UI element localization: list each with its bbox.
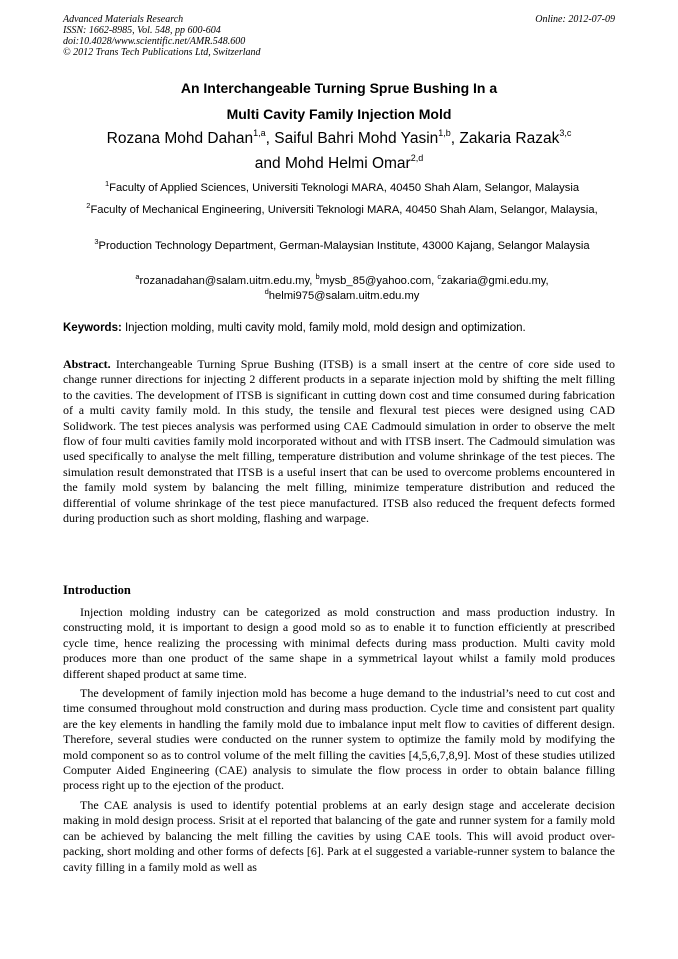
email-superscript: c (437, 272, 442, 281)
affiliation-superscript: 2 (86, 201, 91, 210)
doi-line: doi:10.4028/www.scientific.net/AMR.548.600 (63, 36, 246, 47)
abstract-text: Interchangeable Turning Sprue Bushing (ITSB) is a small insert at the centre of core side used to change runner directions for injecting 2 different products in a separate injection mold by shifting the melt filling to the cavities. The development of ITSB is significant in cutting down cost and time consumed during fabrication of a multi cavity family mold. In this study, the tensile and flexural test pieces were designed using CAD Solidwork. The test pieces analysis was performed using CAE Cadmould simulation in order to observe the melt flow of four multi cavities family mold incorporated without and with ITSB insert. The Cadmould simulation was used specifically to analyse the melt filling, temperature distribution and volume shrinkage of the test pieces. The simulation result demonstrated that ITSB is a useful insert that can be used to overcome problems encountered in the family mold system by balancing the melt filling, minimize temperature distribution and reduced the differential of volume shrinkage of the test piece manufactured. ITSB also reduced the frequent defects formed during production such as short molding, flashing and warpage. (63, 357, 615, 526)
affiliation-2 (66, 203, 618, 218)
authors-line-2 (40, 155, 638, 173)
author-name: and Mohd Helmi Omar (254, 155, 411, 172)
abstract (63, 357, 615, 526)
introduction-body (63, 605, 615, 875)
online-date: Online: 2012-07-09 (535, 14, 615, 25)
affiliation-superscript: 3 (94, 237, 99, 246)
email-d: helmi975@salam.uitm.edu.my (268, 290, 420, 302)
author-name: Rozana Mohd Dahan (106, 130, 254, 147)
copyright-line: © 2012 Trans Tech Publications Ltd, Switzerland (63, 47, 261, 58)
issn-line: ISSN: 1662-8985, Vol. 548, pp 600-604 (63, 25, 221, 36)
authors-line-1: Rozana Mohd Dahan$^{1,a}$, Saiful Bahri Mohd Yasin$^{1,b}$, Zakaria Razak$^{3,c}$ (106, 128, 572, 147)
keywords-text: Injection molding, multi cavity mold, family mold, mold design and optimization. (121, 322, 526, 334)
paragraph: Injection molding industry can be categorized as mold construction and mass production industry. In constructing mold, it is important to design a good mold so as to enable it to function efficiently at prescribed cycle time, hence realizing the processing with minimal defects during mass production. Multi cavity mold produces more than one product of the same shape in a symmetrical layout whilst a family mold produces different shaped product at same time. (63, 605, 615, 681)
paper-title-line-2: Multi Cavity Family Injection Mold (226, 106, 452, 122)
affiliation-text: Faculty of Mechanical Engineering, Universiti Teknologi MARA, 40450 Shah Alam, Selangor, Malaysia, (90, 204, 598, 216)
abstract-label: Abstract. (63, 357, 111, 371)
section-heading-introduction: Introduction (63, 583, 131, 597)
email-superscript: a (135, 272, 140, 281)
email-b: mysb_85@yahoo.com, (319, 275, 438, 287)
author-name: Zakaria Razak (459, 130, 560, 147)
email-a: rozanadahan@salam.uitm.edu.my, (139, 275, 316, 287)
author-name: Saiful Bahri Mohd Yasin (274, 130, 439, 147)
keywords-label: Keywords: (63, 322, 122, 334)
affiliation-text: Faculty of Applied Sciences, Universiti Teknologi MARA, 40450 Shah Alam, Selangor, Malaysia (109, 182, 580, 194)
paper-title-line-1: An Interchangeable Turning Sprue Bushing In a (180, 80, 498, 96)
author-superscript: 2,d (410, 153, 424, 163)
email-superscript: b (315, 272, 320, 281)
keywords (63, 322, 623, 334)
author-superscript: 1,b (438, 128, 451, 138)
paragraph: The CAE analysis is used to identify potential problems at an early design stage and accelerate decision making in mold design process. Srisit at el reported that balancing of the gate and runner system for a family mold can be achieved by balancing the melt filling the cavities by using CAE tools. This will avoid product over-packing, short molding and other forms of defects [6]. Park at el suggested a variable-runner system to balance the cavity filling in a family mold as well as (63, 797, 615, 874)
email-c: zakaria@gmi.edu.my, (441, 275, 549, 287)
affiliation-3 (66, 239, 618, 254)
email-superscript: d (264, 287, 269, 296)
author-superscript: 3,c (559, 128, 572, 138)
email-list (66, 274, 618, 304)
journal-header (63, 14, 615, 58)
affiliation-1 (66, 181, 618, 196)
affiliation-superscript: 1 (104, 179, 110, 188)
author-superscript: 1,a (253, 128, 266, 138)
affiliation-text: Production Technology Department, German-Malaysian Institute, 43000 Kajang, Selangor Malaysia (98, 240, 590, 252)
paragraph: The development of family injection mold has become a huge demand to the industrial’s need to cut cost and time consumed throughout mold construction and during mass production. Cycle time and consistent part quality are the key elements in handling the family mold due to imbalance input melt flow to cavities of different design. Therefore, several studies were conducted on the runner system to optimize the family mold by modifying the mold component so as to control volume of the melt filling the cavities [4,5,6,7,8,9]. Most of these studies utilized Computer Aided Engineering (CAE) analysis to simulate the flow process in order to obtain balance filling process right up to the ejection of the product. (63, 686, 615, 793)
journal-name: Advanced Materials Research (63, 14, 184, 25)
